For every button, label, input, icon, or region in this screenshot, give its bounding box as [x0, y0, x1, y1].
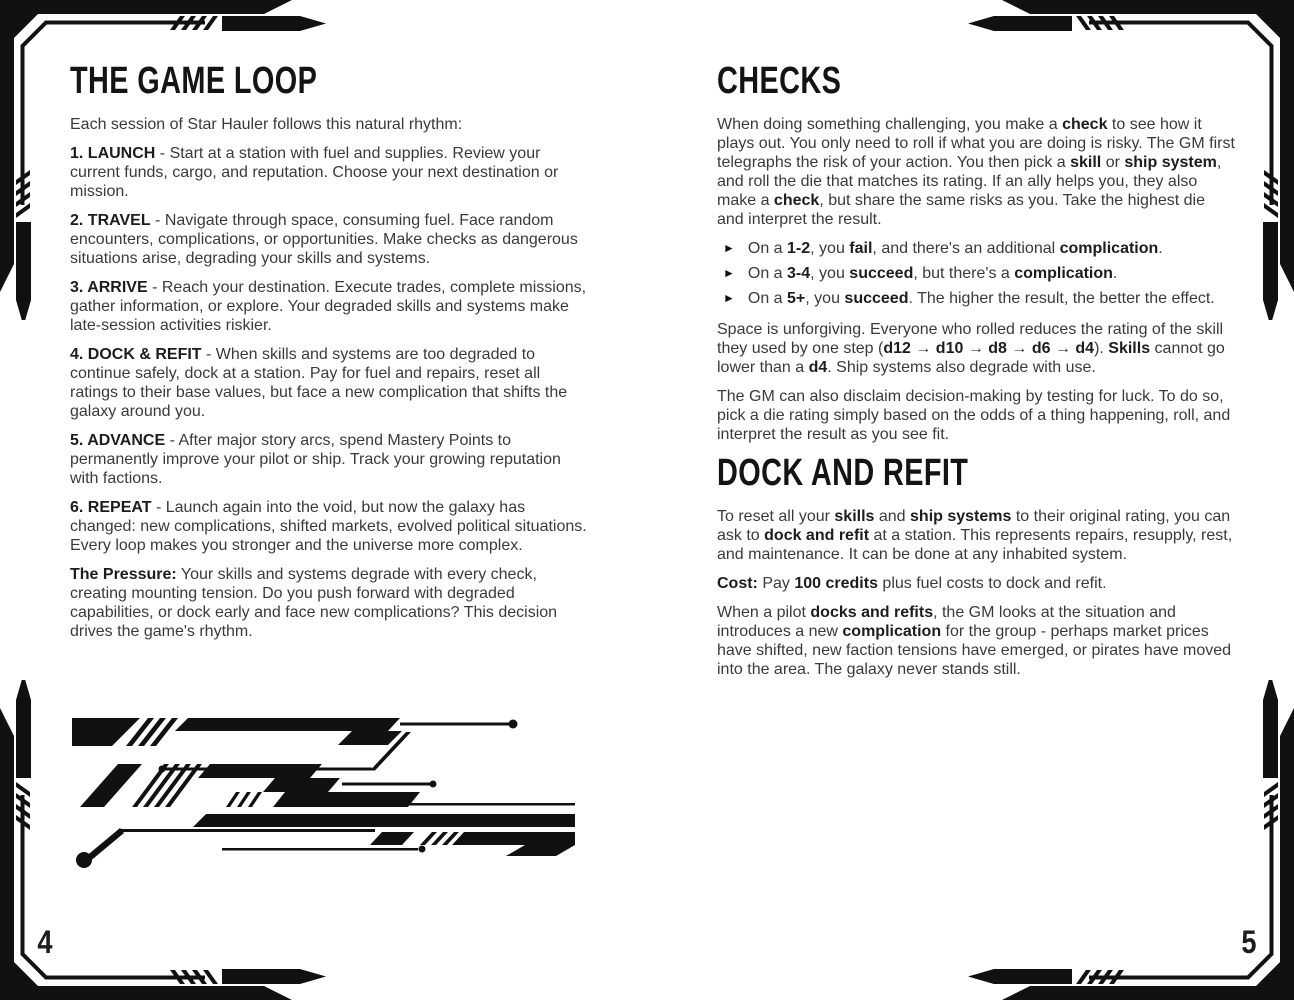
- bullet-arrow-icon: ►: [723, 241, 735, 255]
- step-paragraph-advance: 5. ADVANCE - After major story arcs, spend Mastery Points to permanently improve your pilot or ship. Track your growing reputation with factions.: [70, 432, 561, 487]
- step-paragraph-launch: 1. LAUNCH - Start at a station with fuel and supplies. Review your current funds, cargo, and reputation. Choose your next destination or mission.: [70, 145, 559, 200]
- bullet-text: On a 5+, you succeed. The higher the result, the better the effect.: [747, 290, 1215, 307]
- step-paragraph-travel: 2. TRAVEL - Navigate through space, consuming fuel. Face random encounters, complications, or opportunities. Make checks as dangerous situations arise, degrading your skills and systems.: [70, 212, 578, 267]
- pressure-paragraph: The Pressure: Your skills and systems degrade with every check, creating mounting tension. Do you push forward with degraded capabilities, or dock early and face new complications? This decision drives the game's rhythm.: [70, 566, 558, 640]
- page-title-game-loop: THE GAME LOOP: [70, 60, 318, 102]
- page-number-left: 4: [37, 924, 53, 960]
- bullet-arrow-icon: ►: [723, 291, 735, 305]
- dock-paragraph-reset: To reset all your skills and ship systems to their original rating, you can ask to dock and refit at a station. This represents repairs, resupply, rest, and maintenance. It can be done at any inhabited system.: [717, 508, 1233, 563]
- luck-paragraph: The GM can also disclaim decision-making by testing for luck. To do so, pick a die rating simply based on the odds of a thing happening, roll, and interpret the result as you see fit.: [717, 388, 1231, 443]
- circuit-trace-decoration-icon: [70, 712, 575, 872]
- step-paragraph-dock-refit: 4. DOCK & REFIT - When skills and systems are too degraded to continue safely, dock at a station. Pay for fuel and repairs, reset all ratings to their base values, but face a new complication that shifts the galaxy around you.: [70, 346, 568, 420]
- list-item: [717, 239, 1236, 258]
- step-paragraph-arrive: 3. ARRIVE - Reach your destination. Execute trades, complete missions, gather information, or explore. Your degraded skills and systems make late-session activities riskier.: [70, 279, 587, 334]
- bullet-text: On a 3-4, you succeed, but there's a complication.: [747, 265, 1118, 282]
- checks-intro-paragraph: When doing something challenging, you make a check to see how it plays out. You only need to roll if what you are doing is risky. The GM first telegraphs the risk of your action. You then pick a skill or ship system, and roll the die that matches its rating. If an ally helps you, they also make a check, but share the same risks as you. Take the highest die and interpret the result.: [717, 116, 1235, 228]
- page-title-dock-and-refit: DOCK AND REFIT: [717, 452, 969, 494]
- dock-paragraph-complication: When a pilot docks and refits, the GM looks at the situation and introduces a new complication for the group - perhaps market prices have shifted, new faction tensions have emerged, or pirates have moved into the area. The galaxy never stands still.: [717, 604, 1232, 678]
- page-left: [70, 0, 589, 651]
- step-paragraph-repeat: 6. REPEAT - Launch again into the void, but now the galaxy has changed: new complications, shifted markets, evolved political situations. Every loop makes you stronger and the universe more complex.: [70, 499, 587, 554]
- check-results-list: [717, 239, 1236, 308]
- page-right: [717, 0, 1236, 689]
- page-number-right: 5: [1241, 924, 1257, 960]
- list-item: [717, 289, 1236, 308]
- list-item: [717, 264, 1236, 283]
- intro-paragraph: Each session of Star Hauler follows this natural rhythm:: [70, 116, 463, 133]
- degrade-paragraph: Space is unforgiving. Everyone who rolled reduces the rating of the skill they used by one step (d12 → d10 → d8 → d6 → d4). Skills cannot go lower than a d4. Ship systems also degrade with use.: [717, 321, 1225, 376]
- page-title-checks: CHECKS: [717, 60, 842, 102]
- bullet-text: On a 1-2, you fail, and there's an additional complication.: [747, 240, 1163, 257]
- bullet-arrow-icon: ►: [723, 266, 735, 280]
- dock-paragraph-cost: Cost: Pay 100 credits plus fuel costs to dock and refit.: [717, 575, 1107, 592]
